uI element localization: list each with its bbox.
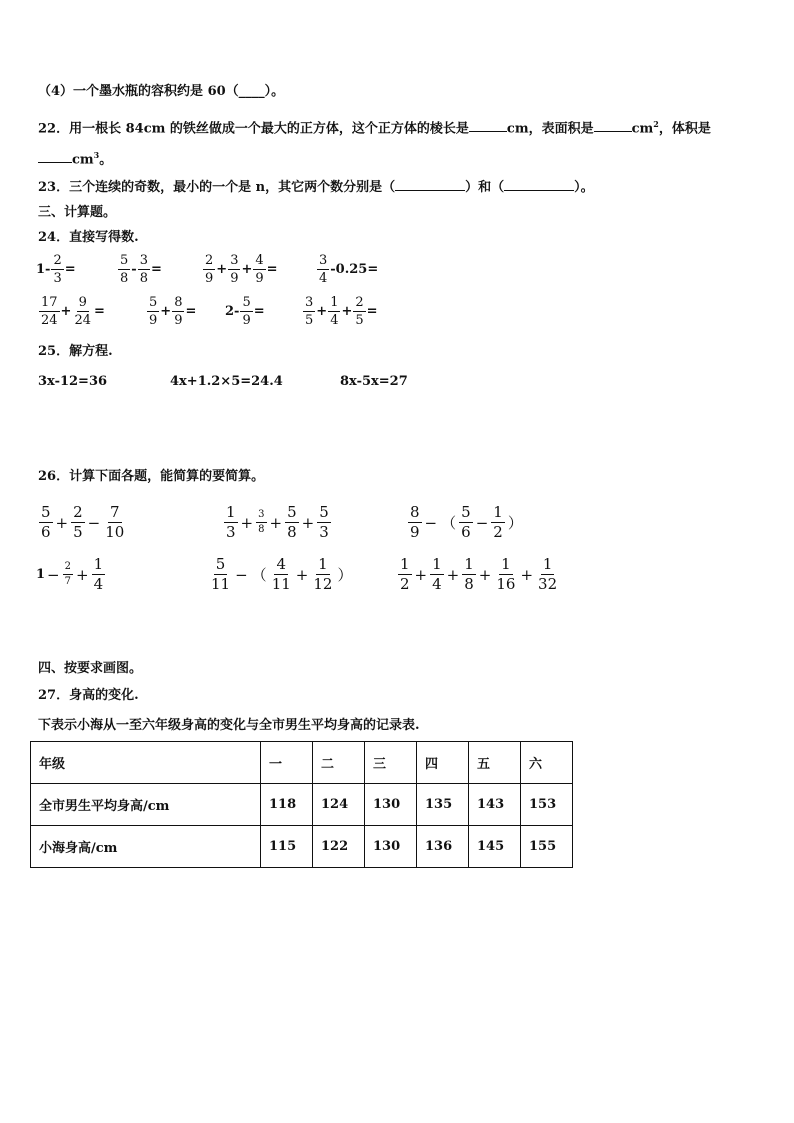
q24-expr-5: $\frac{17}{24}$ + $\frac{9}{24}$ = (41, 295, 105, 328)
question-23 (38, 178, 594, 196)
section-4-heading: 四、按要求画图。 (38, 661, 143, 676)
answer-blank[interactable] (594, 119, 632, 132)
q22-sup-3: 3 (93, 150, 100, 160)
q22-sup-2: 2 (653, 119, 659, 129)
table-cell: 124 (313, 784, 365, 826)
q23-text-b: ）和（ (465, 180, 505, 195)
question-21-4: （4）一个墨水瓶的容积约是 60（____）。 (38, 84, 285, 99)
answer-blank[interactable] (38, 150, 72, 163)
table-cell: 四 (417, 742, 469, 784)
q24-expr-6: $\frac{5}{9}$ + $\frac{8}{9}$ = (149, 295, 197, 328)
table-row (31, 784, 573, 826)
table-cell: 五 (469, 742, 521, 784)
table-cell: 二 (313, 742, 365, 784)
q26-expr-2: $\frac{1}{3}$ + $\frac{3}{8}$ + $\frac{5}{8}$ + $\frac{5}{3}$ (226, 503, 329, 541)
table-cell: 118 (261, 784, 313, 826)
q22-text-b: cm，表面积是 (506, 121, 594, 137)
table-cell: 六 (521, 742, 573, 784)
table-cell: 153 (521, 784, 573, 826)
table-cell: 135 (417, 784, 469, 826)
equation-3: 8x-5x=27 (340, 374, 408, 389)
table-cell: 136 (417, 826, 469, 868)
q26-expr-3: $\frac{8}{9}$ − （ $\frac{5}{6}$ − $\frac{1}{2}$ ） (410, 503, 523, 541)
question-22 (38, 116, 711, 137)
equation-1: 3x-12=36 (38, 374, 108, 389)
q24-expr-7: 2 - $\frac{5}{9}$ = (225, 295, 265, 328)
q24-expr-2: $\frac{5}{8}$ - $\frac{3}{8}$ = (120, 253, 162, 286)
table-cell: 115 (261, 826, 313, 868)
question-25: 25．解方程. (38, 344, 113, 359)
answer-blank[interactable] (469, 119, 507, 132)
height-record-table (30, 741, 573, 868)
question-24: 24．直接写得数. (38, 230, 139, 245)
table-cell: 三 (365, 742, 417, 784)
table-cell: 122 (313, 826, 365, 868)
equation-2: 4x+1.2×5=24.4 (170, 374, 283, 389)
q26-expr-5: $\frac{5}{11}$ − （ $\frac{4}{11}$ + $\frac{1}{12}$ ） (211, 555, 353, 593)
q26-expr-1: $\frac{5}{6}$ + $\frac{2}{5}$ − $\frac{7}{10}$ (41, 503, 125, 541)
question-27: 27．身高的变化. (38, 688, 139, 703)
q26-expr-6: $\frac{1}{2}$ + $\frac{1}{4}$ + $\frac{1}{8}$ + $\frac{1}{16}$ + $\frac{1}{32}$ (400, 555, 558, 593)
answer-blank[interactable] (504, 178, 574, 191)
table-cell: 145 (469, 826, 521, 868)
q23-text-c: ）。 (574, 180, 594, 195)
question-22-cont (38, 147, 112, 168)
q22-text-a: 22．用一根长 84cm 的铁丝做成一个最大的正方体，这个正方体的棱长是 (38, 121, 469, 137)
table-cell: 155 (521, 826, 573, 868)
table-cell: 小海身高/cm (31, 826, 261, 868)
table-cell: 年级 (31, 742, 261, 784)
table-cell: 全市男生平均身高/cm (31, 784, 261, 826)
table-row (31, 826, 573, 868)
q22-end: 。 (99, 152, 113, 168)
section-3-heading: 三、计算题。 (38, 205, 117, 220)
q26-expr-4: 1 − $\frac{2}{7}$ + $\frac{1}{4}$ (36, 555, 104, 593)
table-header-row (31, 742, 573, 784)
table-cell: 143 (469, 784, 521, 826)
question-26: 26．计算下面各题，能简算的要简算。 (38, 469, 265, 484)
table-cell: 130 (365, 826, 417, 868)
q24-expr-4: $\frac{3}{4}$ -0.25= (319, 253, 379, 286)
q22-text-d: ，体积是 (658, 121, 711, 137)
q22-unit-cm3: cm (72, 152, 94, 168)
question-27-description: 下表示小海从一至六年级身高的变化与全市男生平均身高的记录表. (38, 718, 420, 733)
table-cell: 130 (365, 784, 417, 826)
q24-expr-1: 1 - $\frac{2}{3}$ = (36, 253, 76, 286)
q24-expr-8: $\frac{3}{5}$ + $\frac{1}{4}$ + $\frac{2}{5}$ = (305, 295, 378, 328)
q24-expr-3: $\frac{2}{9}$ + $\frac{3}{9}$ + $\frac{4}{9}$ = (205, 253, 278, 286)
q22-unit-cm2: cm (631, 121, 654, 137)
answer-blank[interactable] (395, 178, 465, 191)
table-cell: 一 (261, 742, 313, 784)
q23-text-a: 23．三个连续的奇数，最小的一个是 n，其它两个数分别是（ (38, 180, 396, 195)
